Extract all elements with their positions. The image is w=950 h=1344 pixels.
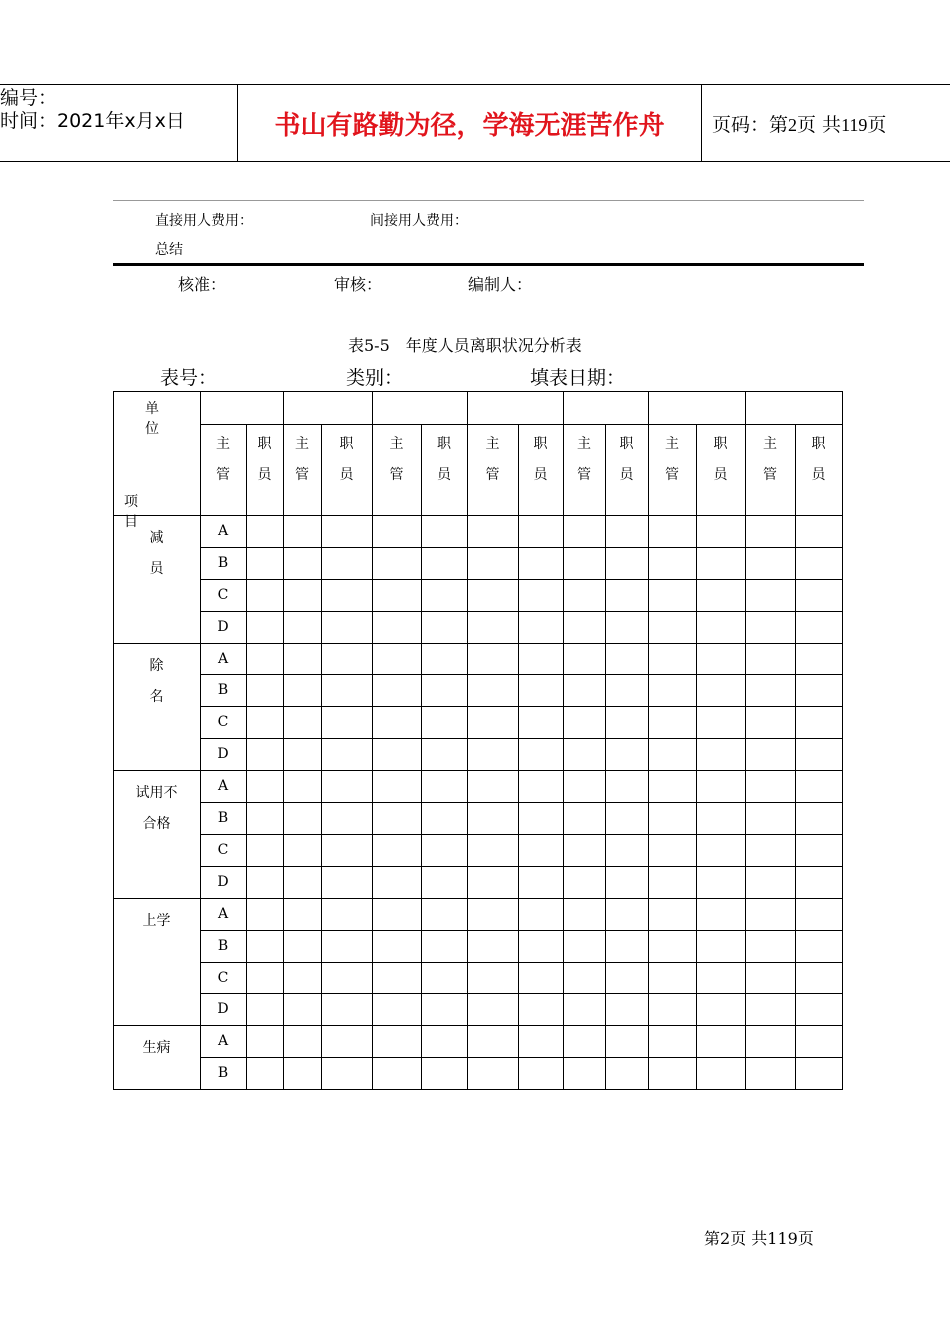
time-label: 时间：2021年x月x日 <box>0 110 185 132</box>
row-code-a: A <box>217 651 229 667</box>
row-code-b: B <box>217 1065 229 1081</box>
supervisor-header: 管 <box>295 467 309 483</box>
table-vline <box>745 424 746 1090</box>
row-code-b: B <box>217 682 229 698</box>
row-code-a: A <box>217 906 229 922</box>
footer-page-total: 119 <box>767 1229 798 1248</box>
supervisor-header: 主 <box>389 436 404 452</box>
supervisor-header: 主 <box>665 436 679 452</box>
summary-label: 总结 <box>155 242 183 258</box>
table-number-label: 表号： <box>160 367 218 389</box>
footer-mid: 页 共 <box>730 1229 768 1248</box>
group-label: 生病 <box>142 1040 171 1056</box>
unit-label: 单位 <box>145 401 159 437</box>
table-vline <box>518 424 519 1090</box>
table-row-line <box>200 993 843 994</box>
thick-divider <box>113 263 864 266</box>
category-label: 类别： <box>346 367 404 389</box>
table-vline <box>372 424 373 1090</box>
group-label: 试用不 <box>135 785 178 801</box>
prepared-by-label: 编制人： <box>468 275 533 294</box>
row-code-d: D <box>217 874 229 890</box>
supervisor-header: 主 <box>577 436 591 452</box>
table-row-line <box>200 547 843 548</box>
page-prefix: 页码：第 <box>712 114 789 136</box>
table-vline <box>283 424 284 1090</box>
table-vline <box>563 391 564 425</box>
table-row-line <box>200 962 843 963</box>
supervisor-header: 管 <box>763 467 777 483</box>
table-bottom-border <box>113 1089 843 1090</box>
staff-header: 职 <box>713 436 728 452</box>
row-code-c: C <box>217 970 229 986</box>
row-code-b: B <box>217 938 229 954</box>
indirect-cost-label: 间接用人费用： <box>370 213 468 229</box>
group-label: 名 <box>149 689 164 705</box>
page-footer <box>704 1226 814 1249</box>
direct-cost-label: 直接用人费用： <box>155 213 253 229</box>
row-code-a: A <box>217 523 229 539</box>
table-group-line <box>113 1025 843 1026</box>
table-vline <box>795 424 796 1090</box>
table-row-line <box>200 866 843 867</box>
group-label: 合格 <box>142 816 171 832</box>
staff-header: 职 <box>619 436 634 452</box>
staff-header: 员 <box>619 467 634 483</box>
fill-date-label: 填表日期： <box>530 367 626 389</box>
row-code-c: C <box>217 587 229 603</box>
table-vline <box>842 391 843 425</box>
table-vline <box>372 391 373 425</box>
staff-header: 职 <box>257 436 272 452</box>
supervisor-header: 管 <box>485 467 500 483</box>
staff-header: 员 <box>339 467 354 483</box>
table-vline <box>696 424 697 1090</box>
table-hline <box>200 424 843 425</box>
table-top-border <box>113 391 843 392</box>
group-label: 上学 <box>142 913 171 929</box>
table-vline <box>321 424 322 1090</box>
staff-header: 员 <box>437 467 451 483</box>
table-row-line <box>200 802 843 803</box>
document-header <box>0 84 950 162</box>
table-vline <box>421 424 422 1090</box>
table-row-line <box>200 579 843 580</box>
staff-header: 员 <box>713 467 728 483</box>
footer-page-number: 2 <box>720 1229 731 1248</box>
table-vline <box>605 424 606 1090</box>
footer-suffix: 页 <box>797 1229 814 1248</box>
supervisor-header: 管 <box>665 467 679 483</box>
group-label: 减 <box>149 530 164 546</box>
table-vline <box>283 391 284 425</box>
supervisor-header: 主 <box>216 436 230 452</box>
number-label: 编号： <box>0 87 58 109</box>
header-divider <box>701 85 702 161</box>
supervisor-header: 管 <box>216 467 230 483</box>
table-vline <box>745 391 746 425</box>
header-motto: 书山有路勤为径，学海无涯苦作舟 <box>274 111 665 141</box>
supervisor-header: 主 <box>295 436 309 452</box>
staff-header: 职 <box>339 436 354 452</box>
table-hline <box>113 515 843 516</box>
row-code-d: D <box>217 1001 229 1017</box>
supervisor-header: 管 <box>577 467 591 483</box>
table-left-border <box>113 391 114 1090</box>
table-row-line <box>200 1057 843 1058</box>
table-row-line <box>200 738 843 739</box>
table-row-line <box>200 834 843 835</box>
row-code-d: D <box>217 619 229 635</box>
staff-header: 员 <box>533 467 548 483</box>
page-number: 2 <box>788 115 798 135</box>
table-row-line <box>200 706 843 707</box>
page-mid: 页 共 <box>797 114 842 136</box>
header-page-indicator <box>712 110 886 137</box>
row-code-c: C <box>217 842 229 858</box>
table-group-line <box>113 770 843 771</box>
row-code-a: A <box>217 1033 229 1049</box>
row-code-b: B <box>217 810 229 826</box>
page-total: 119 <box>841 115 868 135</box>
supervisor-header: 主 <box>485 436 500 452</box>
table-vline <box>563 424 564 1090</box>
table-vline <box>648 424 649 1090</box>
approve-label: 核准： <box>178 275 227 294</box>
staff-header: 职 <box>437 436 451 452</box>
item-label: 项目 <box>124 494 138 530</box>
review-label: 审核： <box>334 275 383 294</box>
staff-header: 职 <box>811 436 826 452</box>
supervisor-header: 管 <box>389 467 404 483</box>
table-row-line <box>200 930 843 931</box>
table-group-line <box>113 643 843 644</box>
row-code-b: B <box>217 555 229 571</box>
table-row-line <box>200 611 843 612</box>
row-code-a: A <box>217 778 229 794</box>
table-vline <box>467 424 468 1090</box>
staff-header: 职 <box>533 436 548 452</box>
page-suffix: 页 <box>867 114 887 136</box>
table-row-line <box>200 674 843 675</box>
staff-header: 员 <box>257 467 272 483</box>
table-caption: 表5-5 年度人员离职状况分析表 <box>348 336 582 355</box>
divider-line <box>113 200 864 201</box>
table-vline <box>200 391 201 425</box>
staff-header: 员 <box>811 467 826 483</box>
table-vline <box>842 424 843 1090</box>
table-vline <box>246 424 247 1090</box>
group-label: 除 <box>149 658 164 674</box>
table-group-line <box>113 898 843 899</box>
table-vline <box>467 391 468 425</box>
footer-prefix: 第 <box>704 1229 721 1248</box>
header-meta <box>0 87 185 133</box>
table-vline <box>648 391 649 425</box>
row-code-c: C <box>217 714 229 730</box>
supervisor-header: 主 <box>763 436 777 452</box>
row-code-d: D <box>217 746 229 762</box>
group-label: 员 <box>149 561 164 577</box>
